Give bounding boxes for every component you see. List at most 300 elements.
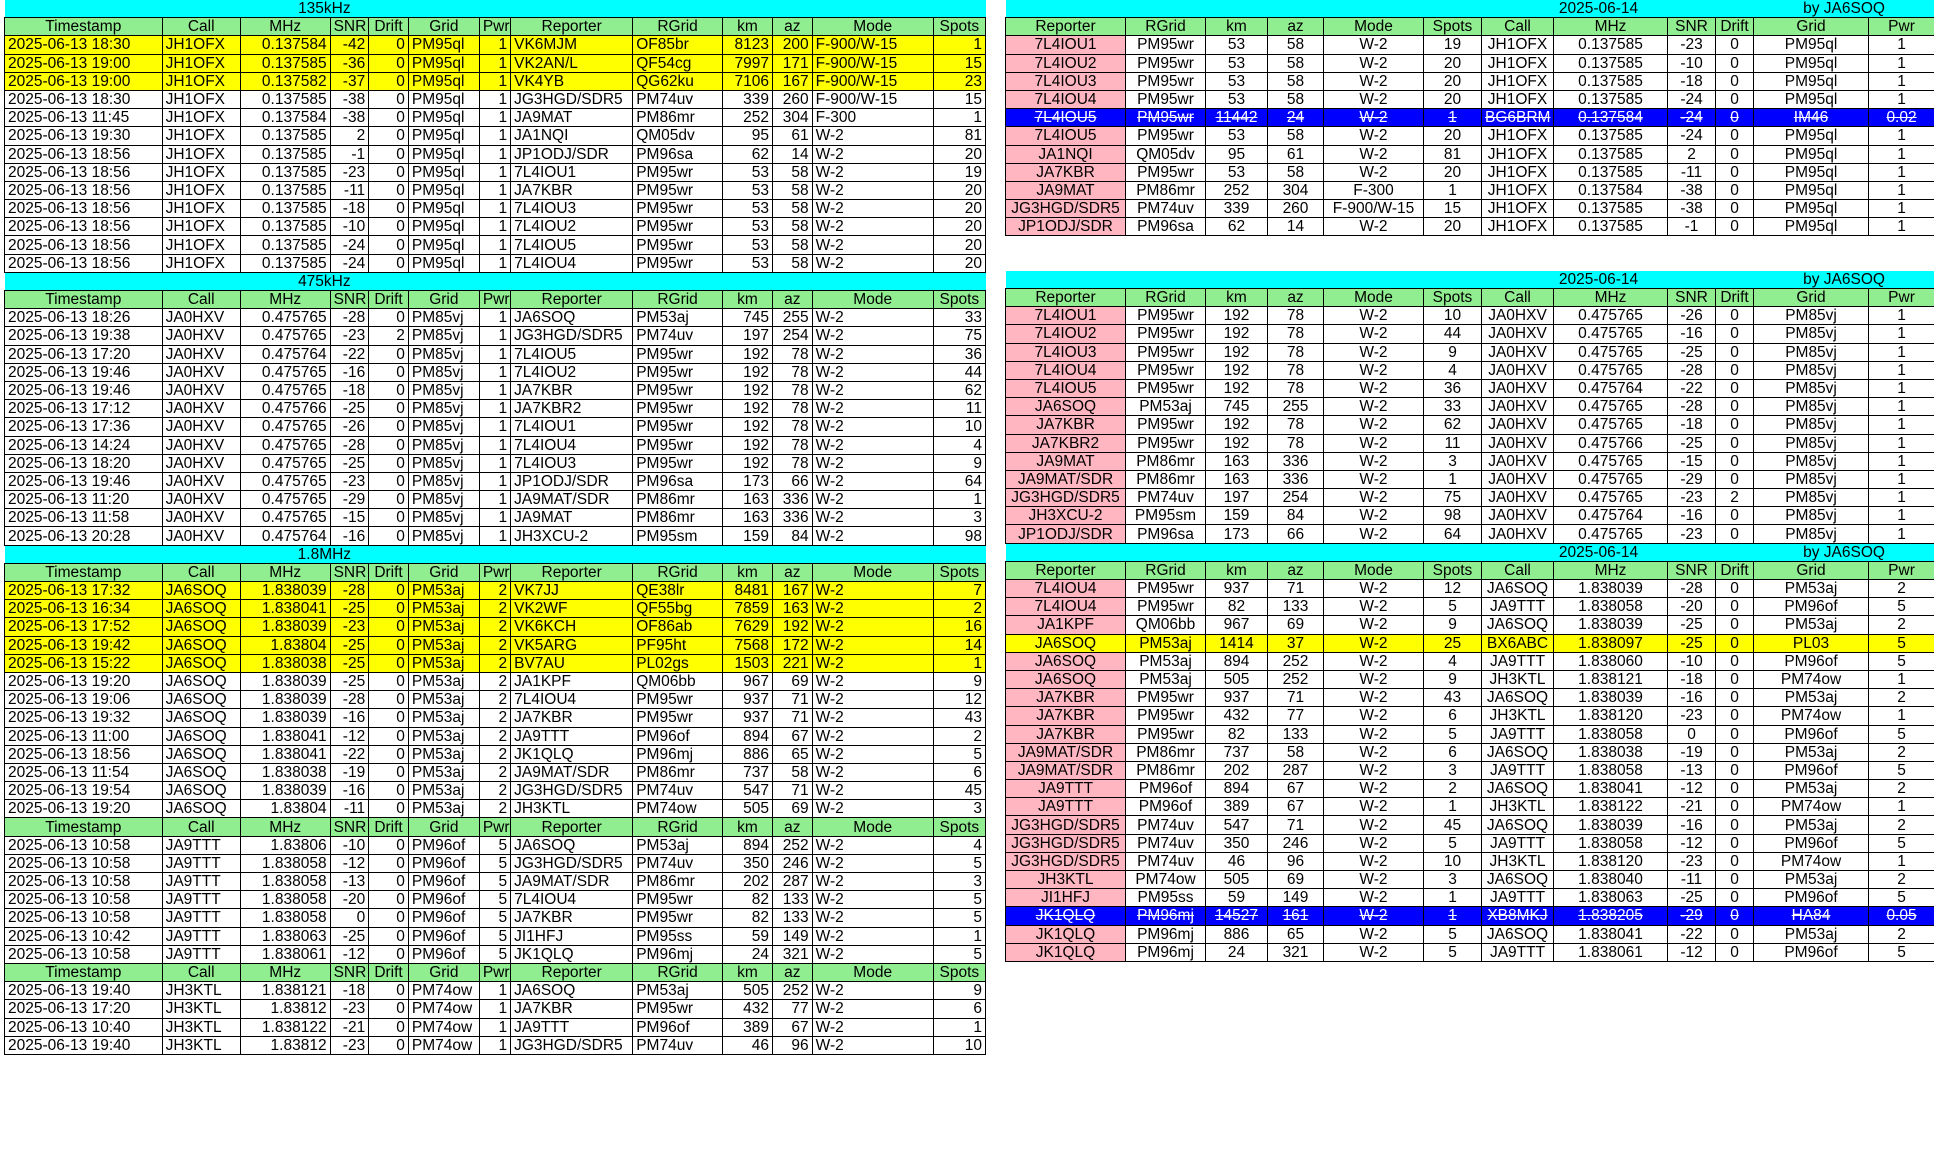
spot-cell: PM74ow [408, 1036, 479, 1054]
reporter-cell: W-2 [1324, 343, 1424, 361]
header-row [1006, 289, 1934, 307]
reporter-cell: PM95sm [1126, 507, 1206, 525]
reporter-cell: JA0HXV [1482, 489, 1554, 507]
reporter-cell: W-2 [1324, 598, 1424, 616]
reporter-cell: 0 [1716, 834, 1754, 852]
spot-cell: 0 [330, 909, 369, 927]
spot-cell: 2025-06-13 19:32 [5, 709, 163, 727]
spot-cell: 221 [773, 654, 813, 672]
reporter-cell: JA9TTT [1482, 652, 1554, 670]
reporter-cell: BX6ABC [1482, 634, 1554, 652]
spot-cell: 2025-06-13 10:58 [5, 873, 163, 891]
spot-cell: W-2 [812, 1000, 933, 1018]
spot-cell: 894 [722, 727, 772, 745]
reporter-cell: 2 [1716, 489, 1754, 507]
spot-cell: PM96of [408, 873, 479, 891]
column-header: az [1268, 18, 1324, 36]
spot-cell: 0 [369, 654, 409, 672]
report-author: by JA6SOQ [1754, 271, 1934, 289]
spot-cell: JA7KBR [511, 381, 633, 399]
reporter-cell: PM95wr [1126, 379, 1206, 397]
spot-cell: JI1HFJ [511, 927, 633, 945]
reporter-cell: 69 [1268, 871, 1324, 889]
spot-cell: 0.475765 [240, 327, 330, 345]
spot-cell: PM95wr [633, 400, 723, 418]
spot-cell: 7629 [722, 618, 772, 636]
spot-cell: 1 [479, 491, 510, 509]
reporter-cell: W-2 [1324, 889, 1424, 907]
spot-cell: 10 [933, 418, 985, 436]
spot-cell: JA9TTT [162, 945, 240, 963]
reporter-cell: PL03 [1754, 634, 1869, 652]
spot-cell: -25 [330, 927, 369, 945]
reporter-cell: 20 [1424, 163, 1482, 181]
reporter-cell: JA0HXV [1482, 307, 1554, 325]
spot-cell: 0 [369, 491, 409, 509]
reporter-cell: JA7KBR [1006, 416, 1126, 434]
spot-cell: JA1KPF [511, 672, 633, 690]
spot-cell: PM95wr [633, 200, 723, 218]
spot-cell: PM86mr [633, 109, 723, 127]
spot-cell: JH1OFX [162, 109, 240, 127]
reporter-cell: -25 [1668, 634, 1716, 652]
spot-cell: 3 [933, 800, 985, 818]
reporter-cell: JH1OFX [1482, 163, 1554, 181]
column-header: az [773, 18, 813, 36]
spot-cell: 1.838038 [240, 763, 330, 781]
reporter-cell: 6 [1424, 707, 1482, 725]
spot-cell: PM74uv [633, 1036, 723, 1054]
reporter-cell: 1.838205 [1554, 907, 1668, 925]
spot-cell: PM95wr [633, 218, 723, 236]
reporter-cell: 20 [1424, 90, 1482, 108]
band-spacer [408, 545, 985, 563]
reporter-cell: 7L4IOU2 [1006, 54, 1126, 72]
spot-cell: 53 [722, 236, 772, 254]
reporter-cell: 67 [1268, 798, 1324, 816]
spot-cell: JH1OFX [162, 54, 240, 72]
spot-row [5, 363, 986, 381]
spot-cell: JA0HXV [162, 327, 240, 345]
spot-cell: 69 [773, 800, 813, 818]
spot-row [5, 345, 986, 363]
spot-cell: JP1ODJ/SDR [511, 472, 633, 490]
reporter-cell: 1 [1869, 36, 1934, 54]
spot-cell: PM96of [633, 1018, 723, 1036]
gap-cell [1006, 254, 1934, 271]
reporter-cell: 202 [1206, 761, 1268, 779]
spot-cell: 2025-06-13 17:20 [5, 1000, 163, 1018]
column-header: Reporter [511, 963, 633, 981]
reporter-cell: 5 [1869, 943, 1934, 961]
reporter-cell: 71 [1268, 816, 1324, 834]
reporter-cell: W-2 [1324, 707, 1424, 725]
reporter-cell: 37 [1268, 634, 1324, 652]
spot-cell: PM95ql [408, 109, 479, 127]
spot-cell: PM85vj [408, 491, 479, 509]
reporter-cell: 15 [1424, 200, 1482, 218]
spot-cell: 20 [933, 218, 985, 236]
reporter-cell: JA0HXV [1482, 325, 1554, 343]
spot-cell: PM74ow [408, 1000, 479, 1018]
reporter-cell: -1 [1668, 218, 1716, 236]
spot-cell: 9 [933, 672, 985, 690]
column-header: Call [162, 291, 240, 309]
spot-cell: 0.137585 [240, 236, 330, 254]
spot-cell: JA6SOQ [162, 800, 240, 818]
column-header: az [773, 818, 813, 836]
spot-cell: 287 [773, 873, 813, 891]
band-title-row [5, 0, 986, 18]
spot-cell: 78 [773, 436, 813, 454]
column-header: Pwr [479, 18, 510, 36]
reporter-cell: 161 [1268, 907, 1324, 925]
spot-cell: 1 [479, 200, 510, 218]
spot-cell: 1 [479, 327, 510, 345]
spot-cell: PM95ql [408, 36, 479, 54]
reporter-cell: 53 [1206, 54, 1268, 72]
reporter-cell: -16 [1668, 325, 1716, 343]
reporter-cell: 75 [1424, 489, 1482, 507]
spot-row [5, 873, 986, 891]
reporter-cell: 0 [1716, 434, 1754, 452]
reporter-cell: PM95wr [1126, 434, 1206, 452]
spot-cell: 36 [933, 345, 985, 363]
spot-cell: 2025-06-13 18:56 [5, 254, 163, 272]
spot-row [5, 691, 986, 709]
reporter-cell: 2 [1869, 871, 1934, 889]
spot-cell: 84 [773, 527, 813, 545]
reporter-cell: 2 [1869, 616, 1934, 634]
reporter-cell: JA7KBR [1006, 163, 1126, 181]
reporter-cell: PM74ow [1754, 852, 1869, 870]
reporter-cell: 0 [1716, 689, 1754, 707]
spot-cell: 1 [479, 36, 510, 54]
reporter-cell: PM95wr [1126, 325, 1206, 343]
spot-cell: 1 [479, 145, 510, 163]
spot-cell: PM85vj [408, 454, 479, 472]
reporter-cell: 20 [1424, 72, 1482, 90]
band-spacer [1006, 543, 1482, 561]
reporter-cell: 2 [1869, 816, 1934, 834]
spot-cell: W-2 [812, 763, 933, 781]
spot-cell: 2025-06-13 19:00 [5, 72, 163, 90]
spot-cell: JG3HGD/SDR5 [511, 90, 633, 108]
column-header: Spots [933, 291, 985, 309]
spot-cell: W-2 [812, 600, 933, 618]
spot-cell: 67 [773, 727, 813, 745]
spot-cell: 0 [369, 709, 409, 727]
header-row [5, 291, 986, 309]
spot-row [5, 381, 986, 399]
reporter-cell: PM95ss [1126, 889, 1206, 907]
reporter-cell: W-2 [1324, 761, 1424, 779]
reporter-cell: PM53aj [1754, 780, 1869, 798]
spot-cell: W-2 [812, 636, 933, 654]
reporter-cell: JA0HXV [1482, 416, 1554, 434]
spot-cell: PM95ql [408, 181, 479, 199]
reporter-cell: 1.838039 [1554, 616, 1668, 634]
spot-row [5, 836, 986, 854]
spot-cell: 350 [722, 854, 772, 872]
reporter-cell: 547 [1206, 816, 1268, 834]
reporter-cell: 78 [1268, 307, 1324, 325]
reporter-cell: 9 [1424, 343, 1482, 361]
spot-cell: W-2 [812, 254, 933, 272]
spot-cell: VK2AN/L [511, 54, 633, 72]
reporter-cell: JP1ODJ/SDR [1006, 218, 1126, 236]
reporter-cell: PM95ql [1754, 218, 1869, 236]
reporter-cell: 192 [1206, 379, 1268, 397]
reporter-cell: 78 [1268, 361, 1324, 379]
reporter-cell: JA6SOQ [1482, 743, 1554, 761]
reporter-cell: PM95ql [1754, 72, 1869, 90]
spot-cell: PM95wr [633, 163, 723, 181]
spot-cell: 2 [479, 782, 510, 800]
spot-cell: JA6SOQ [162, 636, 240, 654]
spot-cell: PM74ow [408, 982, 479, 1000]
spot-cell: 5 [479, 909, 510, 927]
reporter-cell: 4 [1424, 361, 1482, 379]
reporter-cell: 1 [1424, 470, 1482, 488]
spot-cell: 1.83812 [240, 1000, 330, 1018]
spot-cell: JA7KBR [511, 181, 633, 199]
spot-cell: QF55bg [633, 600, 723, 618]
reporter-cell: PM53aj [1754, 743, 1869, 761]
reporter-row [1006, 181, 1934, 199]
spot-cell: 252 [722, 109, 772, 127]
reporter-cell: 1.838097 [1554, 634, 1668, 652]
spot-cell: 2025-06-13 19:20 [5, 800, 163, 818]
spot-cell: 2025-06-13 17:52 [5, 618, 163, 636]
spot-cell: 1 [479, 163, 510, 181]
spot-cell: 167 [773, 582, 813, 600]
spot-cell: 44 [933, 363, 985, 381]
reporter-cell: -12 [1668, 780, 1716, 798]
spot-row [5, 72, 986, 90]
spot-cell: 1 [479, 309, 510, 327]
reporter-cell: 7L4IOU3 [1006, 72, 1126, 90]
report-date: 2025-06-14 [1482, 0, 1716, 18]
reporter-cell: 62 [1206, 218, 1268, 236]
reporter-cell: 5 [1869, 725, 1934, 743]
spot-cell: 8123 [722, 36, 772, 54]
gap-row [1006, 236, 1934, 254]
spot-cell: -25 [330, 454, 369, 472]
spot-cell: 2 [369, 327, 409, 345]
reporter-cell: 3 [1424, 871, 1482, 889]
spot-cell: 2025-06-13 11:00 [5, 727, 163, 745]
spot-cell: PM85vj [408, 509, 479, 527]
reporter-cell: 5 [1869, 889, 1934, 907]
column-header: Pwr [479, 291, 510, 309]
reporter-cell: PM95wr [1126, 72, 1206, 90]
reporter-cell: JA0HXV [1482, 434, 1554, 452]
reporter-cell: PM96mj [1126, 925, 1206, 943]
spot-cell: JA9TTT [162, 927, 240, 945]
spot-cell: -42 [330, 36, 369, 54]
spot-cell: 3 [933, 509, 985, 527]
spot-cell: 886 [722, 745, 772, 763]
spot-cell: 2025-06-13 17:32 [5, 582, 163, 600]
spot-cell: 2025-06-13 19:30 [5, 127, 163, 145]
spot-cell: PM74uv [633, 327, 723, 345]
reporter-cell: 1 [1869, 307, 1934, 325]
column-header: Timestamp [5, 963, 163, 981]
reporter-cell: 0 [1716, 925, 1754, 943]
reporter-cell: 0 [1716, 816, 1754, 834]
column-header: RGrid [1126, 289, 1206, 307]
reporter-cell: PM96of [1126, 780, 1206, 798]
spot-row [5, 618, 986, 636]
spot-row [5, 472, 986, 490]
spot-cell: 8481 [722, 582, 772, 600]
reporter-row [1006, 145, 1934, 163]
spot-cell: JH1OFX [162, 181, 240, 199]
spot-cell: JA0HXV [162, 363, 240, 381]
reporter-cell: 0 [1716, 325, 1754, 343]
spot-cell: -28 [330, 309, 369, 327]
spot-cell: -23 [330, 618, 369, 636]
reporter-cell: -25 [1668, 889, 1716, 907]
spot-cell: JA6SOQ [511, 836, 633, 854]
reporter-cell: 43 [1424, 689, 1482, 707]
spot-cell: 65 [773, 745, 813, 763]
reporter-cell: 0 [1716, 852, 1754, 870]
column-header: SNR [1668, 18, 1716, 36]
reporter-cell: PM96mj [1126, 943, 1206, 961]
spot-cell: 1 [479, 381, 510, 399]
reporter-cell: 192 [1206, 343, 1268, 361]
spot-row [5, 509, 986, 527]
reporter-cell: JH3KTL [1006, 871, 1126, 889]
reporter-row [1006, 36, 1934, 54]
spot-cell: PM96sa [633, 472, 723, 490]
reporter-row [1006, 707, 1934, 725]
spot-cell: -19 [330, 763, 369, 781]
reporter-row [1006, 90, 1934, 108]
reporter-cell: PM95wr [1126, 307, 1206, 325]
spot-cell: VK2WF [511, 600, 633, 618]
reporter-cell: 0.137585 [1554, 145, 1668, 163]
spot-cell: 77 [773, 1000, 813, 1018]
reporter-cell: JH3KTL [1482, 707, 1554, 725]
spot-row [5, 90, 986, 108]
reporter-cell: JH1OFX [1482, 218, 1554, 236]
column-header: MHz [1554, 18, 1668, 36]
spot-cell: W-2 [812, 800, 933, 818]
spot-cell: PM86mr [633, 509, 723, 527]
reporter-cell: 192 [1206, 434, 1268, 452]
spot-cell: 133 [773, 909, 813, 927]
spot-cell: JA6SOQ [162, 691, 240, 709]
spot-cell: 0 [369, 927, 409, 945]
column-header: Spots [1424, 289, 1482, 307]
reporter-cell: 62 [1424, 416, 1482, 434]
column-header: Call [1482, 561, 1554, 579]
spot-cell: 2 [479, 727, 510, 745]
reporter-cell: 246 [1268, 834, 1324, 852]
reporter-cell: 0 [1716, 416, 1754, 434]
reporter-cell: 0 [1716, 54, 1754, 72]
reporter-cell: PM85vj [1754, 470, 1869, 488]
spot-cell: 0 [369, 854, 409, 872]
reporter-cell: 1.838058 [1554, 761, 1668, 779]
reporter-cell: -18 [1668, 416, 1716, 434]
reporter-cell: PM74uv [1126, 852, 1206, 870]
spot-cell: VK6MJM [511, 36, 633, 54]
spot-row [5, 163, 986, 181]
spot-cell: JA9TTT [162, 891, 240, 909]
spot-cell: PM85vj [408, 418, 479, 436]
reporter-cell: W-2 [1324, 72, 1424, 90]
column-header: az [773, 291, 813, 309]
spot-row [5, 927, 986, 945]
spot-cell: W-2 [812, 909, 933, 927]
spot-cell: 1.838122 [240, 1018, 330, 1036]
spot-cell: PM53aj [408, 691, 479, 709]
column-header: Grid [408, 818, 479, 836]
reporter-cell: 252 [1268, 652, 1324, 670]
spot-cell: 163 [773, 600, 813, 618]
reporter-cell: PM74ow [1126, 871, 1206, 889]
reporter-cell: 7L4IOU1 [1006, 36, 1126, 54]
reporter-cell: -23 [1668, 489, 1716, 507]
spot-cell: 937 [722, 709, 772, 727]
spot-cell: 43 [933, 709, 985, 727]
reporter-cell: PM53aj [1126, 398, 1206, 416]
reporter-cell: JA9TTT [1006, 798, 1126, 816]
reporter-cell: 1 [1869, 163, 1934, 181]
spot-row [5, 527, 986, 545]
spot-cell: JA0HXV [162, 381, 240, 399]
reporter-cell: JK1QLQ [1006, 925, 1126, 943]
spot-row [5, 727, 986, 745]
reporter-cell: W-2 [1324, 525, 1424, 543]
spot-row [5, 982, 986, 1000]
spot-cell: 53 [722, 218, 772, 236]
spot-cell: 78 [773, 454, 813, 472]
spot-cell: JA0HXV [162, 436, 240, 454]
spot-cell: 172 [773, 636, 813, 654]
reporter-cell: 11 [1424, 434, 1482, 452]
spot-cell: 58 [773, 236, 813, 254]
spot-cell: 0 [369, 472, 409, 490]
column-header: Drift [369, 563, 409, 581]
reporter-cell: -10 [1668, 54, 1716, 72]
reporter-row [1006, 725, 1934, 743]
spot-cell: JA6SOQ [162, 672, 240, 690]
column-header: MHz [240, 18, 330, 36]
reporter-cell: 7L4IOU1 [1006, 307, 1126, 325]
spot-cell: PM95wr [633, 691, 723, 709]
spot-cell: 62 [933, 381, 985, 399]
reporter-cell: JG3HGD/SDR5 [1006, 200, 1126, 218]
column-header: Mode [812, 963, 933, 981]
reporter-cell: 1414 [1206, 634, 1268, 652]
reporter-cell: 1.838058 [1554, 834, 1668, 852]
column-header: RGrid [633, 818, 723, 836]
spot-cell: PM95ql [408, 163, 479, 181]
reporter-cell: W-2 [1324, 109, 1424, 127]
reporter-cell: 6 [1424, 743, 1482, 761]
column-header: RGrid [633, 18, 723, 36]
reporter-cell: 0 [1716, 452, 1754, 470]
reporter-cell: 389 [1206, 798, 1268, 816]
reporter-cell: PM53aj [1754, 580, 1869, 598]
reporter-cell: 0.137585 [1554, 72, 1668, 90]
reporter-cell: W-2 [1324, 452, 1424, 470]
